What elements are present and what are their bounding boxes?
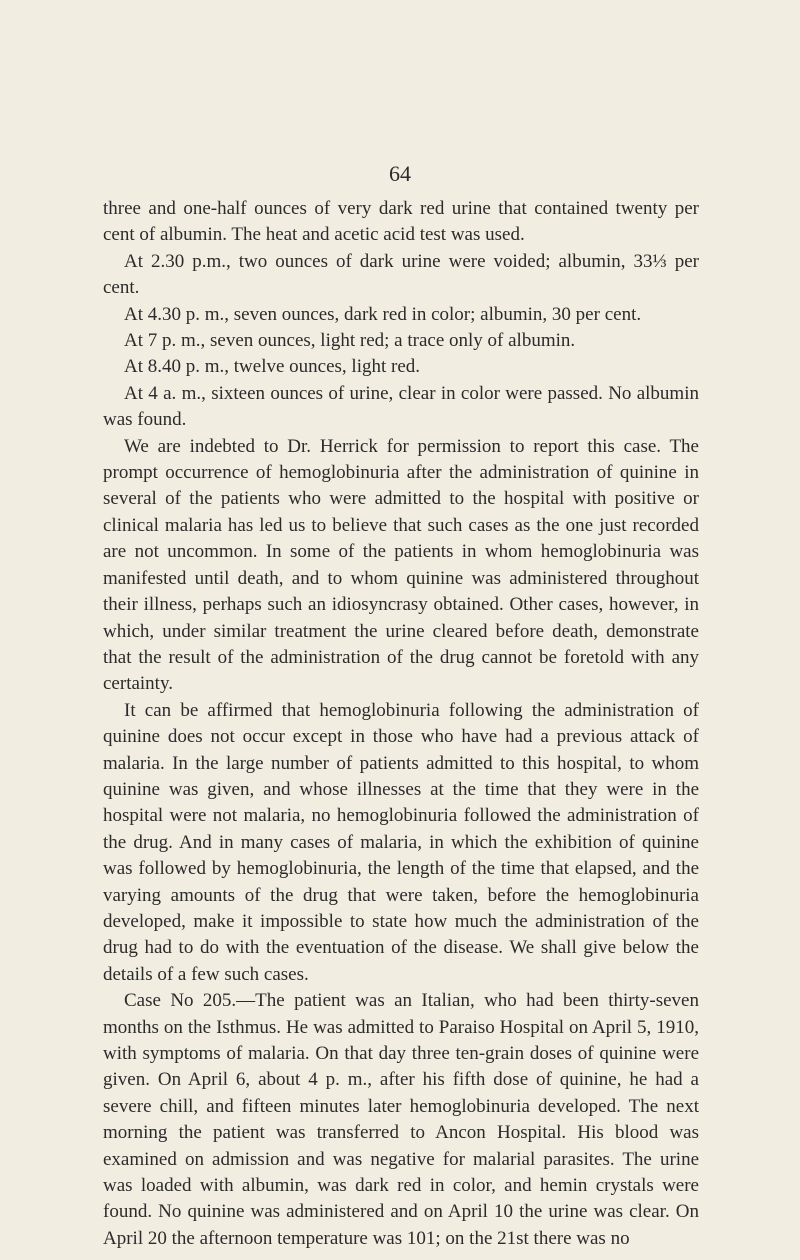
paragraph-7pm: At 7 p. m., seven ounces, light red; a trace only of albumin. <box>124 330 576 352</box>
paragraph-4-30pm: At 4.30 p. m., seven ounces, dark red in color; albumin, 30 per cent. <box>124 303 642 325</box>
body-text <box>103 196 699 1252</box>
paragraph-case-205: Case No 205.—The patient was an Italian, who had been thirty-seven months on the Isthmus. He was admitted to Paraiso Hospital on April 5, 1910, with symptoms of malaria. On that day three ten-grain doses of quinine were given. On April 6, about 4 p. m., after his fifth dose of quinine, he had a severe chill, and fifteen minutes later hemoglobinuria developed. The next morning the patient was transferred to Ancon Hospital. His blood was examined on admission and was negative for malarial parasites. The urine was loaded with albumin, was dark red in color, and hemin crystals were found. No quinine was administered and on April 10 the urine was clear. On April 20 the afternoon temperature was 101; on the 21st there was no <box>103 990 699 1249</box>
paragraph-herrick: We are indebted to Dr. Herrick for permission to report this case. The prompt occurrence of hemoglobinuria after the administration of quinine in several of the patients who were admitted to the hospital with positive or clinical malaria has led us to believe that such cases as the one just recorded are not uncommon. In some of the patients in whom hemoglobinuria was manifested until death, and to whom quinine was administered throughout their illness, perhaps such an idiosyncrasy obtained. Other cases, however, in which, under similar treatment the urine cleared before death, demonstrate that the result of the administration of the drug cannot be foretold with any certainty. <box>103 435 699 695</box>
paragraph-continuation: three and one-half ounces of very dark red urine that contained twenty per cent of albumin. The heat and acetic acid test was used. <box>103 198 699 246</box>
page-number: 64 <box>389 161 411 186</box>
paragraph-8-40pm: At 8.40 p. m., twelve ounces, light red. <box>124 356 421 378</box>
paragraph-4am: At 4 a. m., sixteen ounces of urine, clear in color were passed. No albumin was found. <box>103 382 699 431</box>
paragraph-2-30pm: At 2.30 p.m., two ounces of dark urine were voided; albumin, 33⅓ per cent. <box>103 250 699 299</box>
paragraph-affirmed: It can be affirmed that hemoglobinuria following the administration of quinine does not occur except in those who have had a previous attack of malaria. In the large number of patients admitted to this hospital, to whom quinine was given, and whose illnesses at the time that they were in the hospital were not malaria, no hemoglobinuria followed the administration of the drug. And in many cases of malaria, in which the exhibition of quinine was followed by hemoglobinuria, the length of the time that elapsed, and the varying amounts of the drug that were taken, before the hemoglobinuria developed, make it impossible to state how much the administration of the drug had to do with the eventuation of the disease. We shall give below the details of a few such cases. <box>103 699 699 985</box>
